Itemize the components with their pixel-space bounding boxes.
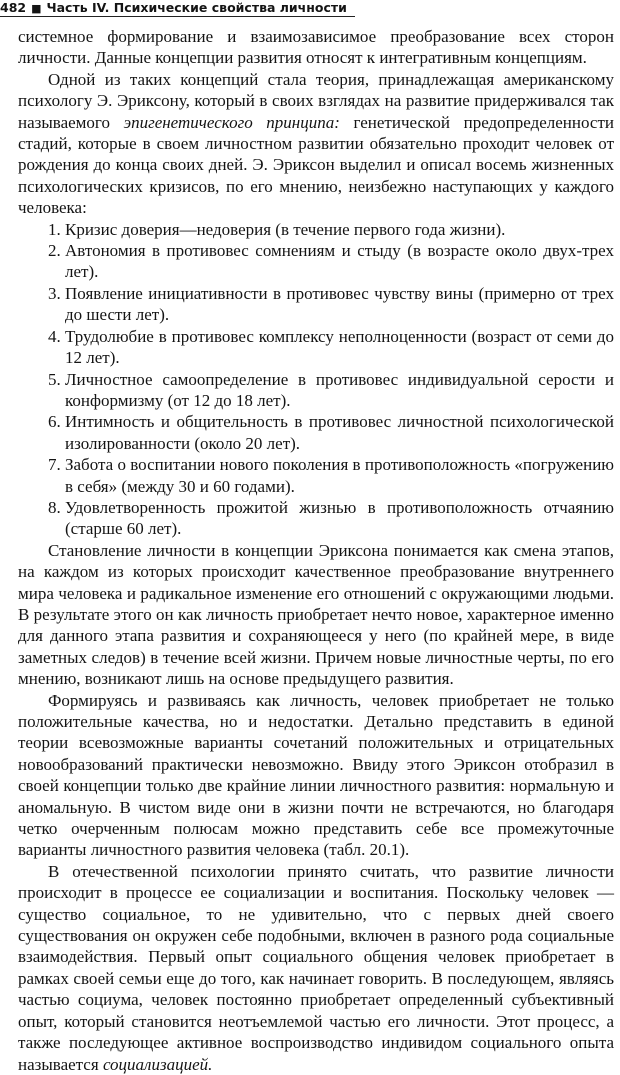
page-number: 482 bbox=[0, 0, 27, 15]
list-item-text: Кризис доверия—недоверия (в течение первого года жизни). bbox=[65, 219, 506, 239]
list-item-text: Автономия в противовес сомнениям и стыду (в возрасте около двух-трех лет). bbox=[65, 241, 614, 282]
list-item bbox=[48, 454, 614, 497]
paragraph-socialization bbox=[18, 861, 614, 1075]
list-item bbox=[48, 326, 614, 369]
paragraph-erikson-intro bbox=[18, 69, 614, 219]
separator-square-icon: ■ bbox=[31, 2, 42, 15]
page-body bbox=[18, 26, 614, 1075]
paragraph-continuation: системное формирование и взаимозависимое преобразование всех сторон личности. Данные концепции развития относят к интегративным концепциям. bbox=[18, 27, 614, 68]
list-item bbox=[48, 219, 614, 240]
emphasis-term: социализацией. bbox=[102, 1054, 213, 1074]
list-number: 1. bbox=[48, 219, 61, 239]
list-item bbox=[48, 283, 614, 326]
list-item-text: Забота о воспитании нового поколения в противоположность «погружению в себя» (между 30 и 60 годами). bbox=[65, 455, 614, 496]
list-item bbox=[48, 240, 614, 283]
list-number: 4. bbox=[48, 326, 61, 346]
list-number: 6. bbox=[48, 412, 61, 432]
paragraph-personality-formation: Становление личности в концепции Эриксона понимается как смена этапов, на каждом из которых происходит качественное преобразование внутреннего мира человека и радикальное изменение его отношений с окружающими людьми. В результате этого он как личность приобретает нечто новое, характерное именно для данного этапа развития и сохраняющееся у него (по крайней мере, в виде заметных следов) в течение всей жизни. Причем новые личностные черты, по его мнению, возникают лишь на основе предыдущего развития. bbox=[18, 540, 614, 689]
list-item bbox=[48, 411, 614, 454]
paragraph-text: генетической предопределенности стадий, которые в своем личностном развитии обязательно проходит человек от рождения до конца своих дней. Э. Эриксон выделил и описал восемь жизненных психологических кризисов, по его мнению, неизбежно наступающих у каждого человека: bbox=[18, 112, 614, 218]
running-head bbox=[0, 0, 355, 17]
list-number: 5. bbox=[48, 369, 61, 389]
list-item bbox=[48, 497, 614, 540]
list-item-text: Трудолюбие в противовес комплексу неполноценности (возраст от семи до 12 лет). bbox=[65, 326, 614, 368]
list-item bbox=[48, 369, 614, 412]
paragraph-development-lines: Формируясь и развиваясь как личность, человек приобретает не только положительные качества, но и недостатки. Детально представить в единой теории всевозможные варианты сочетаний положительных и отрицательных новообразований практически невозможно. Ввиду этого Эриксон отобразил в своей концепции только две крайние линии личностного развития: нормальную и аномальную. В чистом виде они в жизни почти не встречаются, но благодаря четко очерченным полюсам можно представить себе все промежуточные варианты личностного развития человека (табл. 20.1). bbox=[18, 690, 614, 860]
list-item-text: Удовлетворенность прожитой жизнью в противоположность отчаянию (старше 60 лет). bbox=[65, 497, 614, 539]
list-number: 8. bbox=[48, 497, 61, 517]
emphasis-term: эпигенетического принципа: bbox=[123, 112, 340, 132]
list-number: 7. bbox=[48, 455, 61, 475]
list-number: 3. bbox=[48, 283, 61, 303]
list-item-text: Появление инициативности в противовес чувству вины (примерно от трех до шести лет). bbox=[65, 283, 614, 325]
list-item-text: Интимность и общительность в противовес личностной психологической изолированности (около 20 лет). bbox=[65, 412, 614, 453]
list-number: 2. bbox=[48, 241, 61, 261]
crises-list bbox=[18, 219, 614, 540]
paragraph-text: Одной из таких концепций стала теория, принадлежащая американскому психологу Э. Эриксону, который в своих взглядах на развитие придерживался так называемого bbox=[18, 69, 614, 132]
paragraph-text: В отечественной психологии принято считать, что развитие личности происходит в процессе ее социализации и воспитания. Поскольку человек — существо социальное, то не удивительно, что с первых дней своего существования он окружен себе подобными, включен в разного рода социальные взаимодействия. Первый опыт социального общения человек приобретает в рамках своей семьи еще до того, как начинает говорить. В последующем, являясь частью социума, человек постоянно приобретает определенный субъективный опыт, который становится неотъемлемой частью его личности. Этот процесс, а также последующее активное воспроизводство индивидом социального опыта называется bbox=[18, 861, 614, 1074]
list-item-text: Личностное самоопределение в противовес индивидуальной серости и конформизму (от 12 до 18 лет). bbox=[65, 369, 614, 410]
section-title: Часть IV. Психические свойства личности bbox=[46, 0, 347, 15]
